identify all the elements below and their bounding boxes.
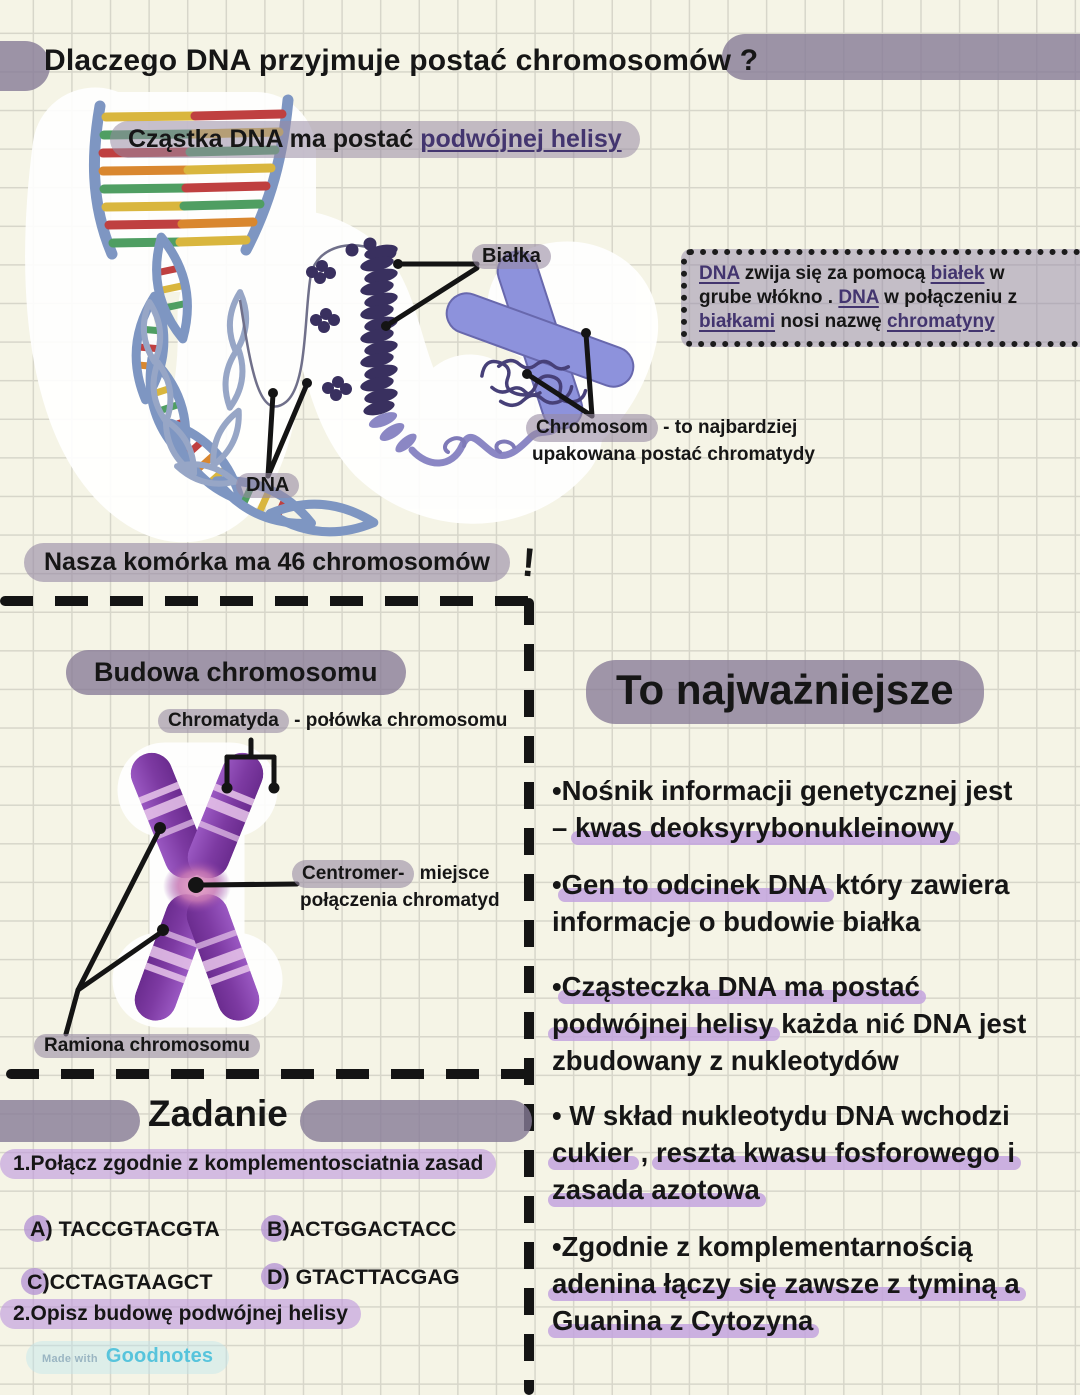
centromer-label: Centromer- miejsce połączenia chromatyd: [292, 860, 500, 914]
note-line: grube włókno . DNA w połączeniu z: [699, 287, 1018, 308]
chromatyda-label: Chromatyda - połówka chromosomu: [158, 709, 507, 733]
zadanie-question-1: 1.Połącz zgodnie z komplementosciatnia zasad: [0, 1149, 496, 1179]
title-bar-left: [0, 41, 50, 91]
divider-horizontal-top: [0, 596, 532, 606]
zadanie-question-2: 2.Opisz budowę podwójnej helisy: [0, 1299, 361, 1329]
bialka-label: Białka: [472, 244, 551, 269]
key-point-5: •Zgodnie z komplementarnością adenina łączy się zawsze z tyminą a Guanina z Cytozyna: [552, 1231, 1020, 1336]
subtitle-text: Cząstka DNA ma postać: [128, 125, 421, 153]
page-title: Dlaczego DNA przyjmuje postać chromosomów ?: [44, 44, 759, 77]
option-b: B)ACTGGACTACC: [266, 1217, 457, 1241]
goodnotes-logo-text: Goodnotes: [105, 1345, 214, 1367]
zadanie-bar-right: [300, 1100, 532, 1142]
zadanie-bar-left: [0, 1100, 140, 1142]
chromatin-note-box: [681, 249, 1080, 347]
divider-vertical: [524, 598, 534, 1395]
subtitle: [110, 121, 640, 158]
key-point-1: •Nośnik informacji genetycznej jest – kwas deoksyrybonukleinowy: [552, 775, 1013, 843]
dna-label: DNA: [236, 473, 299, 498]
chromosome-diagram: [66, 740, 297, 1034]
key-point-2: •Gen to odcinek DNA który zawiera informacje o budowie białka: [552, 869, 1010, 937]
key-point-4: • W skład nukleotydu DNA wchodzi cukier , reszta kwasu fosforowego i zasada azotowa: [552, 1100, 1016, 1205]
budowa-heading: Budowa chromosomu: [66, 650, 406, 695]
chromosom-label: Chromosom - to najbardziej upakowana postać chromatydy: [526, 414, 815, 468]
key-point-3: •Cząsteczka DNA ma postać podwójnej helisy każda nić DNA jest zbudowany z nukleotydów: [552, 971, 1027, 1076]
key-points-heading: To najważniejsze: [586, 660, 984, 724]
note-line: DNA zwija się za pomocą białek w: [699, 263, 1005, 284]
cell-chromosome-count: Nasza komórka ma 46 chromosomów !: [24, 541, 536, 586]
zadanie-heading: Zadanie: [148, 1093, 288, 1134]
option-a: A) TACCGTACGTA: [29, 1217, 220, 1241]
exclamation-mark: !: [520, 540, 538, 586]
divider-horizontal-bottom: [6, 1069, 532, 1079]
subtitle-accent: podwójnej helisy: [420, 125, 622, 153]
note-line: białkami nosi nazwę chromatyny: [699, 311, 995, 332]
goodnotes-watermark: [26, 1341, 229, 1374]
option-c: C)CCTAGTAAGCT: [26, 1270, 213, 1294]
title-bar-right: [722, 34, 1080, 80]
ramiona-label: Ramiona chromosomu: [34, 1034, 260, 1058]
made-with-text: Made with: [42, 1353, 98, 1365]
option-d: D) GTACTTACGAG: [266, 1265, 460, 1289]
